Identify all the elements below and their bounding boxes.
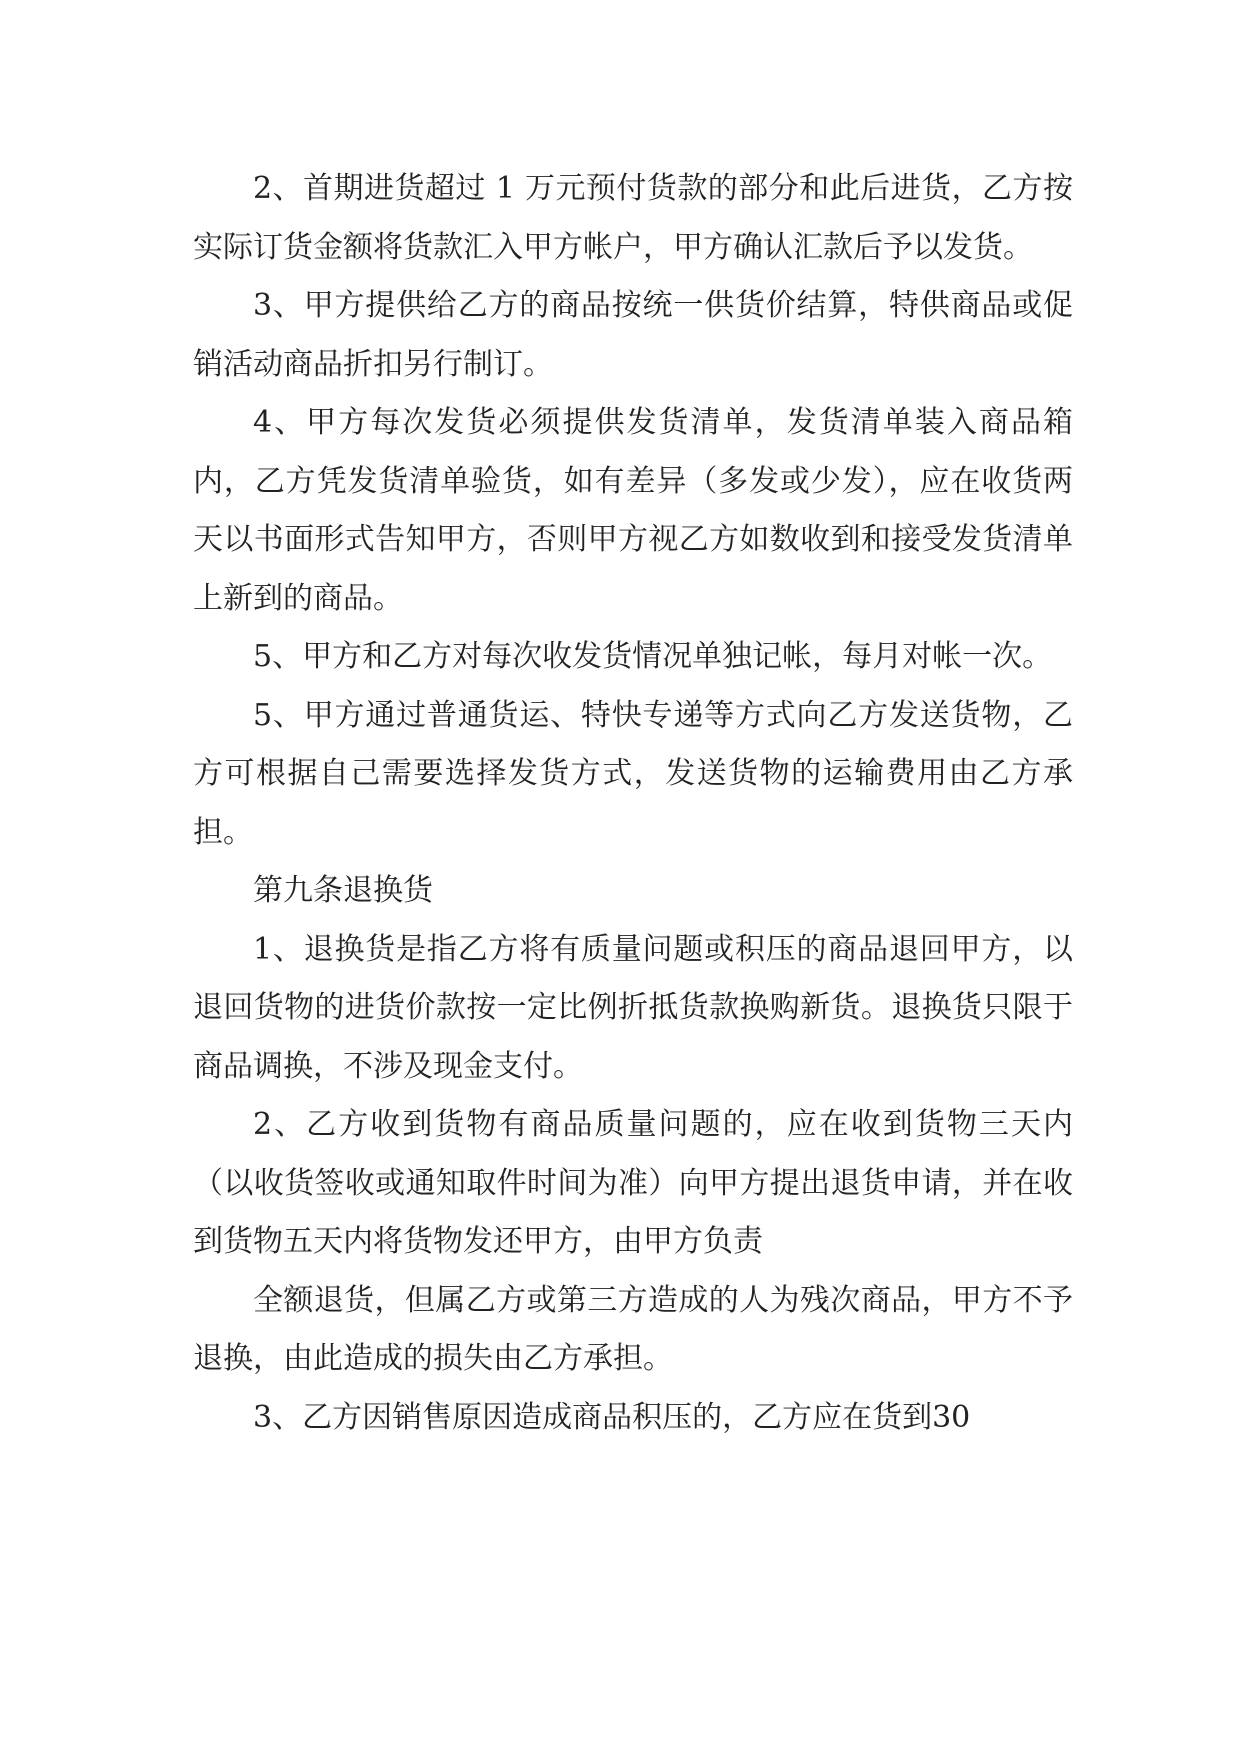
paragraph-clause-4-shipping-list: 4、甲方每次发货必须提供发货清单，发货清单装入商品箱内，乙方凭发货清单验货，如有差异（多发或少发），应在收货两天以书面形式告知甲方，否则甲方视乙方如数收到和接受发货清单上新到的商品。 — [193, 405, 1073, 616]
document-body — [193, 160, 1073, 1447]
paragraph-return-clause-3: 3、乙方因销售原因造成商品积压的，乙方应在货到30 — [253, 1399, 971, 1435]
paragraph-clause-5-delivery: 5、甲方通过普通货运、特快专递等方式向乙方发送货物，乙方可根据自己需要选择发货方式，发送货物的运输费用由乙方承担。 — [193, 697, 1073, 850]
paragraph-clause-3-pricing: 3、甲方提供给乙方的商品按统一供货价结算，特供商品或促销活动商品折扣另行制订。 — [193, 288, 1073, 382]
section-heading-article-9: 第九条退换货 — [253, 873, 433, 908]
paragraph-return-clause-2-continued: 全额退货，但属乙方或第三方造成的人为残次商品，甲方不予退换，由此造成的损失由乙方承担。 — [193, 1282, 1073, 1376]
paragraph-return-clause-2: 2、乙方收到货物有商品质量问题的，应在收到货物三天内（以收货签收或通知取件时间为准）向甲方提出退货申请，并在收到货物五天内将货物发还甲方，由甲方负责 — [193, 1107, 1073, 1259]
paragraph-return-clause-1: 1、退换货是指乙方将有质量问题或积压的商品退回甲方，以退回货物的进货价款按一定比例折抵货款换购新货。退换货只限于商品调换，不涉及现金支付。 — [193, 931, 1073, 1084]
paragraph-clause-5-accounting: 5、甲方和乙方对每次收发货情况单独记帐，每月对帐一次。 — [253, 639, 1053, 674]
paragraph-clause-2-payment: 2、首期进货超过 1 万元预付货款的部分和此后进货，乙方按实际订货金额将货款汇入甲方帐户，甲方确认汇款后予以发货。 — [193, 171, 1073, 265]
